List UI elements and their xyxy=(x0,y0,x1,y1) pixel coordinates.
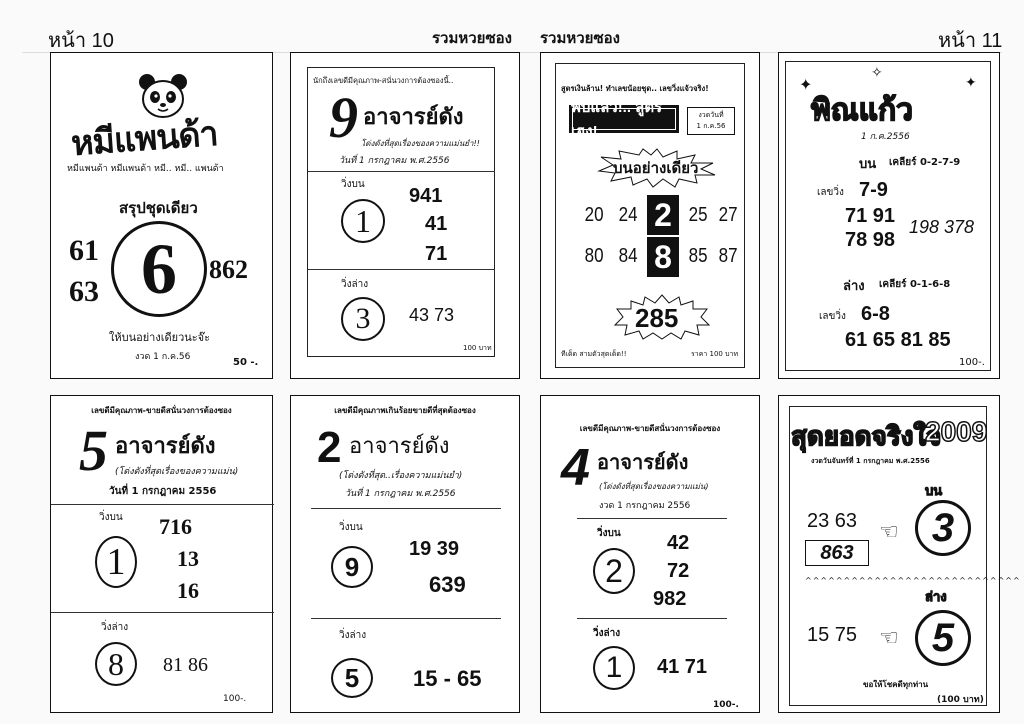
c8-upper-three: 863 xyxy=(805,540,869,566)
c2-upper-n1: 941 xyxy=(409,185,443,207)
card-bon-only xyxy=(540,52,760,379)
card-2-ajarn xyxy=(290,395,520,713)
c8-lower-label: ล่าง xyxy=(925,590,947,605)
c7-upper-n2: 72 xyxy=(667,560,690,582)
c4-date: 1 ก.ค.2556 xyxy=(861,132,910,142)
c4-upper-pairs-2: 78 98 xyxy=(845,229,896,251)
c5-date: วันที่ 1 กรกฎาคม 2556 xyxy=(109,486,217,497)
c6-upper-digit: 9 xyxy=(331,546,373,588)
c2-upper-n2: 41 xyxy=(425,213,448,235)
c8-upper-label: บน xyxy=(925,484,943,499)
c3-row2-key-digit: 8 xyxy=(647,237,679,277)
c4-lower-run: 6-8 xyxy=(861,303,890,325)
c8-brand: สุดยอดจริงใจ xyxy=(791,422,942,452)
section-title-right: รวมหวยซอง xyxy=(540,29,620,47)
divider xyxy=(51,504,274,505)
c7-lower-label: วิ่งล่าง xyxy=(593,628,621,639)
c4-lower-label: ล่าง xyxy=(843,279,865,294)
c3-date-value: 1 ก.ค.56 xyxy=(696,122,726,130)
c4-upper-run: 7-9 xyxy=(859,179,888,201)
c8-lower-pairs: 15 75 xyxy=(807,624,858,646)
c7-brand: อาจารย์ดัง xyxy=(597,450,689,474)
c3-date-box xyxy=(687,107,735,135)
c2-upper-label: วิ่งบน xyxy=(341,179,365,190)
panda-main-digit: 6 xyxy=(111,221,207,317)
card-4-ajarn xyxy=(540,395,760,713)
zigzag-divider: ^^^^^^^^^^^^^^^^^^^^^^^^^^^^ xyxy=(805,576,1021,585)
c3-badge: พบแล้ว!.. สูตรเฮง! xyxy=(569,105,679,133)
panda-brand: หมีแพนด้า xyxy=(69,113,219,165)
c2-lower-nums: 43 73 xyxy=(409,305,455,325)
divider xyxy=(577,518,727,519)
c5-lower-nums: 81 86 xyxy=(163,654,208,676)
c6-upper-label: วิ่งบน xyxy=(339,522,363,533)
c3-row1-num: 25 xyxy=(688,204,708,226)
c5-upper-n2: 13 xyxy=(177,546,199,571)
c7-upper-n3: 982 xyxy=(653,588,687,610)
c2-upper-n3: 71 xyxy=(425,243,448,265)
c6-tagline: เลขดีมีคุณภาพเกินร้อยขายดีที่สุดต้องซอง xyxy=(334,406,476,415)
divider xyxy=(308,269,495,270)
c2-upper-digit: 1 xyxy=(341,199,385,243)
c2-brand: อาจารย์ดัง xyxy=(363,105,464,130)
c3-banner: บนอย่างเดียว xyxy=(613,159,699,177)
card-sudyod xyxy=(778,395,1021,713)
card-pinkaew xyxy=(778,52,1000,379)
c4-upper-label: บน xyxy=(859,157,877,172)
c4-upper-clear: เคลียร์ 0-2-7-9 xyxy=(889,157,961,168)
c3-row2-num: 85 xyxy=(688,245,708,267)
c3-footer-left: ทีเด็ด สามตัวสุดเด็ด!! xyxy=(561,350,627,358)
c8-footer: ขอให้โชคดีทุกท่าน xyxy=(863,680,929,689)
c4-lower-run-label: เลขวิ่ง xyxy=(819,311,846,322)
c3-row2-num: 80 xyxy=(584,245,604,267)
c2-date: วันที่ 1 กรกฎาคม พ.ศ.2556 xyxy=(339,156,450,166)
c7-subtitle: (โด่งดังที่สุดเรื่องของความแม่น) xyxy=(599,482,709,491)
c6-lower-digit: 5 xyxy=(331,658,373,698)
c5-upper-digit: 1 xyxy=(95,536,137,588)
panda-slogan: หมีแพนด้า หมีแพนด้า หมี.. หมี.. แพนด้า xyxy=(67,164,224,174)
c4-lower-pairs: 61 65 81 85 xyxy=(845,329,951,351)
c7-upper-label: วิ่งบน xyxy=(597,528,621,539)
c5-upper-n3: 16 xyxy=(177,578,199,603)
c5-price: 100-. xyxy=(223,694,247,704)
panda-left-top: 61 xyxy=(69,234,99,267)
c5-brand: อาจารย์ดัง xyxy=(115,434,216,459)
c7-tagline: เลขดีมีคุณภาพ-ขายดีสนั่นวงการต้องซอง xyxy=(579,424,721,433)
divider xyxy=(577,618,727,619)
c7-price: 100-. xyxy=(713,700,739,710)
c6-brand: อาจารย์ดัง xyxy=(349,434,450,459)
c7-upper-digit: 2 xyxy=(593,548,635,594)
divider xyxy=(311,618,501,619)
c5-lower-digit: 8 xyxy=(95,642,137,686)
star-icon: ✦ xyxy=(965,75,977,91)
c8-price: (100 บาท) xyxy=(937,695,984,705)
c3-row2-num: 84 xyxy=(618,245,638,267)
c8-lower-digit: 5 xyxy=(915,610,971,666)
c2-subtitle: โด่งดังที่สุดเรื่องของความแม่นยำ!! xyxy=(361,139,480,148)
divider xyxy=(311,508,501,509)
c4-upper-run-label: เลขวิ่ง xyxy=(817,187,844,198)
c5-tagline: เลขดีมีคุณภาพ-ขายดีสนั่นวงการต้องซอง xyxy=(91,406,232,415)
c4-upper-pairs-1: 71 91 xyxy=(845,205,896,227)
c2-tagline: นักถึงเลขดีมีคุณภาพ-สนั่นวงการต้องซองนี้.. xyxy=(313,76,454,85)
c6-lower-label: วิ่งล่าง xyxy=(339,630,367,641)
c8-year: 2009 xyxy=(925,416,988,447)
panda-left-bottom: 63 xyxy=(69,275,99,308)
c5-big-number: 5 xyxy=(79,418,108,483)
pointing-hand-icon: ☜ xyxy=(879,520,899,545)
c5-upper-label: วิ่งบน xyxy=(99,512,123,523)
c3-date-label: งวดวันที่ xyxy=(698,111,724,119)
star-icon: ✧ xyxy=(871,65,883,81)
c6-subtitle: (โด่งดังที่สุด..เรื่องความแม่นยำ) xyxy=(339,471,463,481)
c8-date: งวดวันจันทร์ที่ 1 กรกฎาคม พ.ศ.2556 xyxy=(811,457,930,465)
c3-row2-num: 87 xyxy=(718,245,738,267)
c3-price: ราคา 100 บาท xyxy=(691,350,739,358)
card-panda xyxy=(50,52,273,379)
panda-note: ให้บนอย่างเดียวนะจ๊ะ xyxy=(109,331,211,344)
panda-right-number: 862 xyxy=(209,255,248,284)
c4-lower-clear: เคลียร์ 0-1-6-8 xyxy=(879,279,951,290)
c2-lower-digit: 3 xyxy=(341,297,385,341)
c6-big-number: 2 xyxy=(317,423,342,472)
c3-tagline: สูตรเงินล้าน! ทำเลขน้อยชุด.. เลขวิ่งแจ้วจริง! xyxy=(561,84,709,93)
pointing-hand-icon: ☜ xyxy=(879,626,899,651)
panda-date: งวด 1 ก.ค.56 xyxy=(135,352,191,362)
c3-row1-num: 24 xyxy=(618,204,638,226)
c6-upper-n1: 19 39 xyxy=(409,538,460,560)
c7-lower-digit: 1 xyxy=(593,646,635,690)
section-title-left: รวมหวยซอง xyxy=(432,29,512,47)
c7-upper-n1: 42 xyxy=(667,532,690,554)
c2-big-number: 9 xyxy=(329,85,358,150)
page-number-left: หน้า 10 xyxy=(48,30,114,52)
c6-lower-nums: 15 - 65 xyxy=(413,666,482,691)
c4-brand: พิณแก้ว xyxy=(811,93,913,128)
star-icon: ✦ xyxy=(799,75,813,94)
c3-row1-key-digit: 2 xyxy=(647,195,679,235)
c5-subtitle: (โด่งดังที่สุดเรื่องของความแม่น) xyxy=(115,467,239,477)
card-9-ajarn xyxy=(290,52,520,379)
panda-price: 50 -. xyxy=(233,357,259,368)
c5-lower-label: วิ่งล่าง xyxy=(101,622,129,633)
c3-burst-number: 285 xyxy=(635,303,679,333)
c6-upper-n2: 639 xyxy=(429,572,466,597)
c7-big-number: 4 xyxy=(561,439,590,497)
c3-row1-num: 20 xyxy=(584,204,604,226)
card-5-ajarn xyxy=(50,395,273,713)
c8-upper-pairs: 23 63 xyxy=(807,510,858,532)
divider xyxy=(51,612,274,613)
c8-upper-digit: 3 xyxy=(915,500,971,556)
panda-summary: สรุปชุดเดียว xyxy=(119,199,198,217)
c3-row1-num: 27 xyxy=(718,204,738,226)
c7-lower-nums: 41 71 xyxy=(657,656,708,678)
c2-price: 100 บาท xyxy=(463,344,492,352)
c7-date: งวด 1 กรกฎาคม 2556 xyxy=(599,501,691,511)
divider xyxy=(308,171,495,172)
c2-lower-label: วิ่งล่าง xyxy=(341,279,369,290)
page-number-right: หน้า 11 xyxy=(938,30,1003,52)
c4-price: 100-. xyxy=(959,357,985,368)
c5-upper-n1: 716 xyxy=(159,514,192,539)
c4-upper-three: 198 378 xyxy=(909,217,975,237)
c6-date: วันที่ 1 กรกฎาคม พ.ศ.2556 xyxy=(345,489,456,499)
